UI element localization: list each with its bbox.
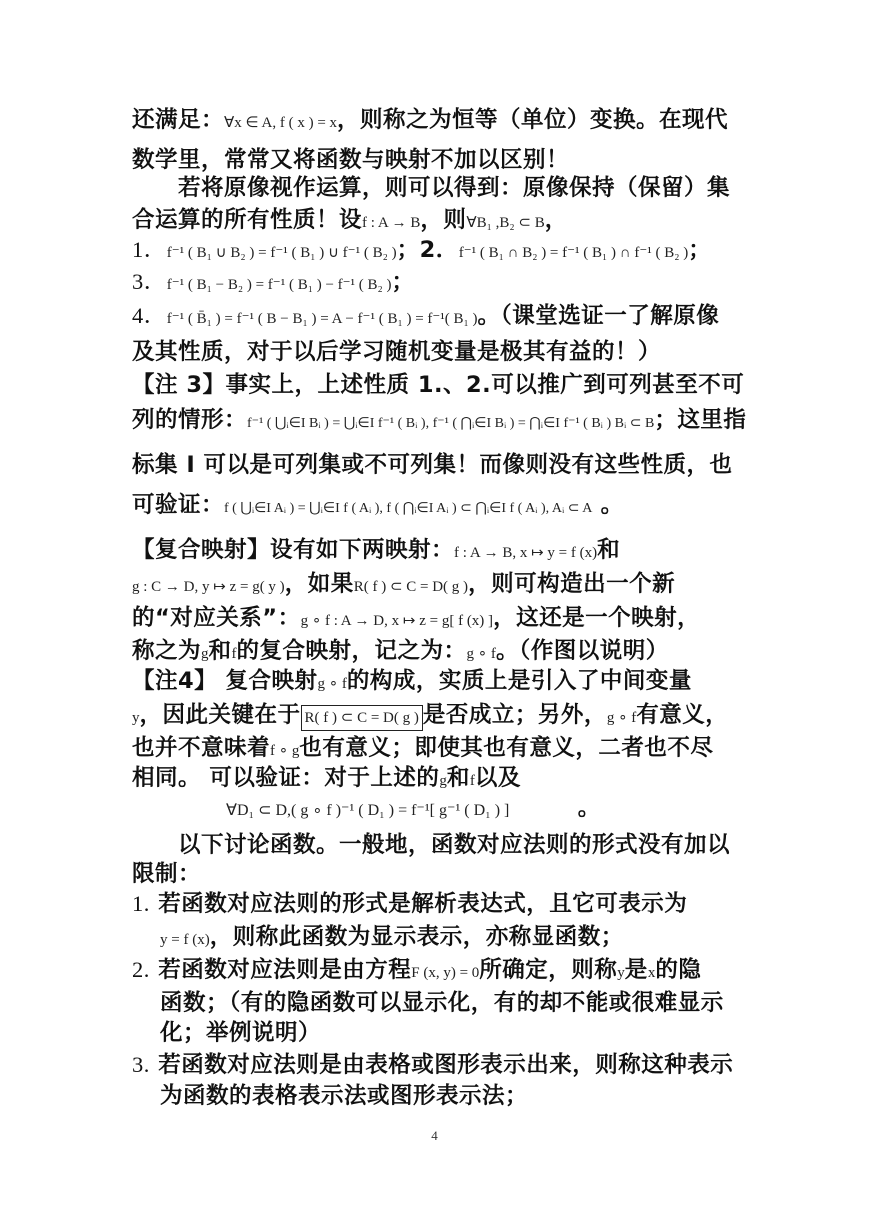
- math-inline: y: [132, 710, 140, 726]
- text-line: 可验证：f ( ⋃ᵢ∈I Aᵢ ) = ⋃ᵢ∈I f ( Aᵢ ), f ( ⋂ᵢ∈I Aᵢ ) ⊂ ⋂ᵢ∈I f ( Aᵢ ), Aᵢ ⊂ A 。: [132, 492, 624, 518]
- text-line: y，因此关键在于 R( f ) ⊂ C = D( g ) 是否成立；另外，g ∘ f有意义，: [132, 700, 742, 733]
- math-inline: f⁻¹ ( B₁ − B₂ ) = f⁻¹ ( B₁ ) − f⁻¹ ( B₂ ): [166, 277, 392, 293]
- text-line: 也并不意味着f ∘ g也有意义；即使其也有意义，二者也不尽: [132, 735, 714, 761]
- property-4: 4．f⁻¹ ( B̄₁ ) = f⁻¹ ( B − B₁ ) = A − f⁻¹ ( B₁ ) = f⁻¹( B₁ )。（课堂选证一了解原像: [132, 303, 720, 329]
- text-line: 还满足：∀x ∈ A, f ( x ) = x，则称之为恒等（单位）变换。在现代: [132, 107, 729, 133]
- math-inline: f : A → B, x ↦ y = f (x): [454, 545, 598, 561]
- boxed-condition: R( f ) ⊂ C = D( g ): [301, 705, 423, 731]
- text-line: 列的情形：f⁻¹ ( ⋃ᵢ∈I Bᵢ ) = ⋃ᵢ∈I f⁻¹ ( Bᵢ ), f⁻¹ ( ⋂ᵢ∈I Bᵢ ) = ⋂ᵢ∈I f⁻¹ ( Bᵢ ) Bᵢ ⊂ B；这里指: [132, 407, 747, 433]
- math-inline: f⁻¹ ( B₁ ∩ B₂ ) = f⁻¹ ( B₁ ) ∩ f⁻¹ ( B₂ ): [458, 245, 689, 261]
- math-inline: R( f ) ⊂ C = D( g ): [353, 579, 469, 595]
- math-inline: f⁻¹ ( ⋃ᵢ∈I Bᵢ ) = ⋃ᵢ∈I f⁻¹ ( Bᵢ ), f⁻¹ ( ⋂ᵢ∈I Bᵢ ) = ⋂ᵢ∈I f⁻¹ ( Bᵢ ) Bᵢ ⊂ B: [247, 416, 655, 431]
- paragraph-start: 以下讨论函数。一般地，函数对应法则的形式没有加以: [178, 832, 731, 858]
- text-line: 限制：: [132, 861, 202, 887]
- math-inline: g: [439, 773, 447, 789]
- text-line: y = f (x)，则称此函数为显示表示，亦称显函数；: [160, 924, 624, 950]
- math-inline: f ( ⋃ᵢ∈I Aᵢ ) = ⋃ᵢ∈I f ( Aᵢ ), f ( ⋂ᵢ∈I Aᵢ ) ⊂ ⋂ᵢ∈I f ( Aᵢ ), Aᵢ ⊂ A: [224, 501, 593, 516]
- text-line: 的“对应关系”：g ∘ f : A → D, x ↦ z = g[ f (x) ]，这还是一个映射，: [132, 605, 701, 631]
- text-line: 及其性质，对于以后学习随机变量是极其有益的！）: [132, 339, 662, 365]
- math-inline: f: [469, 773, 475, 789]
- math-inline: x: [647, 965, 656, 981]
- math-inline: ∀x ∈ A, f ( x ) = x: [224, 115, 338, 131]
- text-line: 标集 I 可以是可列集或不可列集！而像则没有这些性质，也: [132, 452, 733, 478]
- math-inline: g ∘ f: [606, 710, 637, 726]
- text-line: g : C → D, y ↦ z = g( y )，如果R( f ) ⊂ C = D( g )，则可构造出一个新: [132, 571, 676, 597]
- math-inline: g: [201, 646, 209, 662]
- math-inline: g : C → D, y ↦ z = g( y ): [132, 579, 285, 595]
- math-inline: f: [231, 646, 237, 662]
- math-inline: ∀D₁ ⊂ D,( g ∘ f )⁻¹ ( D₁ ) = f⁻¹[ g⁻¹ ( D₁ ) ]: [226, 802, 510, 819]
- note-3-heading: 【注 3】事实上，上述性质 1.、2.可以推广到可列甚至不可: [132, 372, 745, 398]
- math-inline: g ∘ f: [466, 646, 496, 662]
- paragraph-start: 若将原像视作运算，则可以得到：原像保持（保留）集: [178, 175, 731, 201]
- text-line: 合运算的所有性质！设f : A → B，则∀B₁ ,B₂ ⊂ B，: [132, 207, 568, 233]
- math-inline: f⁻¹ ( B₁ ∪ B₂ ) = f⁻¹ ( B₁ ) ∪ f⁻¹ ( B₂ ): [166, 245, 397, 261]
- list-item: 1. 若函数对应法则的形式是解析表达式，且它可表示为: [132, 891, 688, 917]
- display-formula: ∀D₁ ⊂ D,( g ∘ f )⁻¹ ( D₁ ) = f⁻¹[ g⁻¹ ( D₁ ) ] 。: [226, 795, 601, 821]
- text-line: 化；举例说明）: [160, 1020, 322, 1046]
- math-inline: g ∘ f : A → D, x ↦ z = g[ f (x) ]: [300, 613, 494, 629]
- page-number: 4: [431, 1128, 438, 1143]
- text-line: 函数；（有的隐函数可以显示化，有的却不能或很难显示: [160, 990, 724, 1016]
- text-line: 称之为g和f的复合映射，记之为：g ∘ f。（作图以说明）: [132, 638, 669, 664]
- list-item: 2. 若函数对应法则是由方程F (x, y) = 0所确定，则称y是x的隐: [132, 957, 702, 983]
- property-3: 3．f⁻¹ ( B₁ − B₂ ) = f⁻¹ ( B₁ ) − f⁻¹ ( B₂ )；: [132, 269, 415, 295]
- math-inline: f ∘ g: [270, 743, 300, 759]
- text-line: 相同。 可以验证：对于上述的g和f以及: [132, 765, 521, 791]
- math-inline: y: [617, 965, 625, 981]
- note-4-heading: 【注4】 复合映射g ∘ f的构成，实质上是引入了中间变量: [132, 668, 692, 694]
- math-inline: g ∘ f: [317, 676, 347, 692]
- text-line: 数学里，常常又将函数与映射不加以区别！: [132, 147, 570, 173]
- math-inline: f⁻¹ ( B̄₁ ) = f⁻¹ ( B − B₁ ) = A − f⁻¹ ( B₁ ) = f⁻¹( B₁ ): [166, 311, 478, 327]
- math-inline: F (x, y) = 0: [411, 965, 480, 981]
- math-inline: f : A → B: [362, 215, 421, 231]
- composite-mapping-heading: 【复合映射】设有如下两映射：f : A → B, x ↦ y = f (x)和: [132, 537, 621, 563]
- math-inline: ∀B₁ ,B₂ ⊂ B: [466, 215, 545, 231]
- math-inline: y = f (x): [160, 932, 210, 948]
- list-item: 3. 若函数对应法则是由表格或图形表示出来，则称这种表示: [132, 1052, 734, 1078]
- text-line: 为函数的表格表示法或图形表示法；: [160, 1083, 529, 1109]
- property-1-2: 1．f⁻¹ ( B₁ ∪ B₂ ) = f⁻¹ ( B₁ ) ∪ f⁻¹ ( B₂ )；2．f⁻¹ ( B₁ ∩ B₂ ) = f⁻¹ ( B₁ ) ∩ f⁻¹ ( B₂ )；: [132, 237, 712, 263]
